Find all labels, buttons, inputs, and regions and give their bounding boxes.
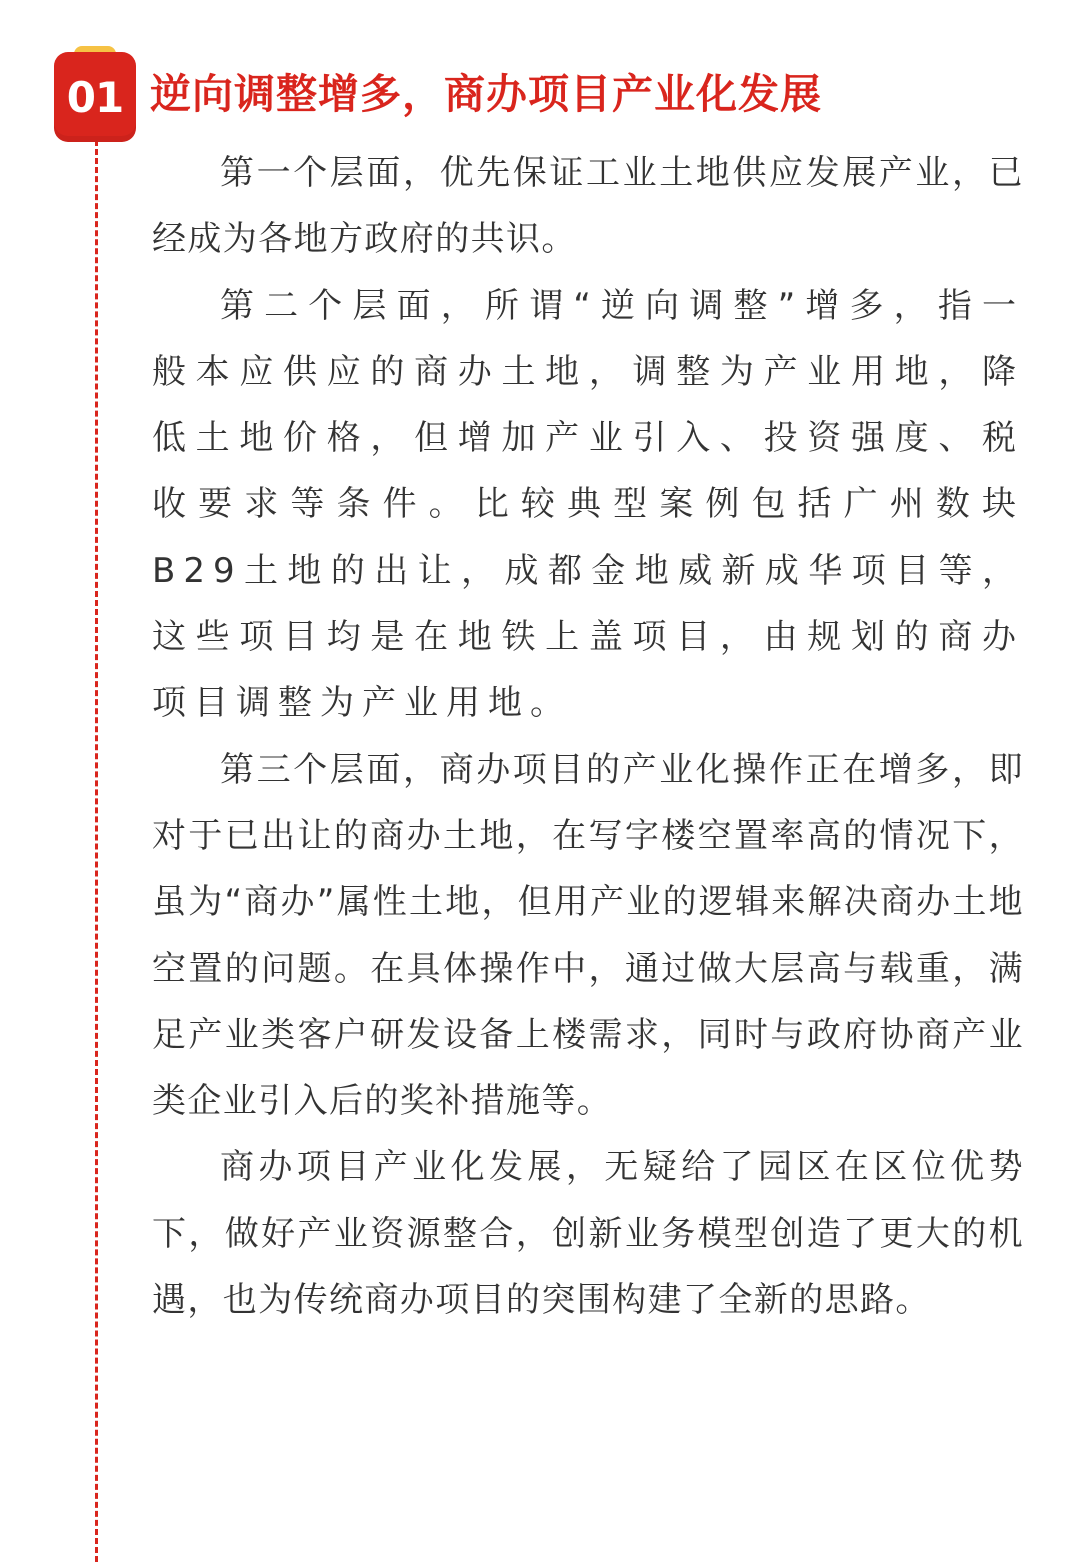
badge-body bbox=[54, 52, 136, 142]
paragraph-1: 第一个层面，优先保证工业土地供应发展产业，已经成为各地方政府的共识。 bbox=[152, 153, 1024, 260]
paragraph-4: 商办项目产业化发展，无疑给了园区在区位优势下，做好产业资源整合，创新业务模型创造了更大的机遇，也为传统商办项目的突围构建了全新的思路。 bbox=[152, 1147, 1024, 1321]
paragraph-3: 第三个层面，商办项目的产业化操作正在增多，即对于已出让的商办土地，在写字楼空置率高的情况下，虽为“商办”属性土地，但用产业的逻辑来解决商办土地空置的问题。在具体操作中，通过做大层高与载重，满足产业类客户研发设备上楼需求，同时与政府协商产业类企业引入后的奖补措施等。 bbox=[152, 749, 1024, 1122]
section-title: 逆向调整增多，商办项目产业化发展 bbox=[150, 70, 822, 118]
article-body bbox=[152, 140, 1024, 1333]
section-number-badge bbox=[54, 46, 136, 142]
paragraph-2: 第二个层面，所谓“逆向调整”增多，指一般本应供应的商办土地，调整为产业用地，降低土地价格，但增加产业引入、投资强度、税收要求等条件。比较典型案例包括广州数块B29土地的出让，成都金地威新成华项目等，这些项目均是在地铁上盖项目，由规划的商办项目调整为产业用地。 bbox=[152, 285, 1024, 724]
section-number: 01 bbox=[66, 72, 124, 122]
dotted-guide-line bbox=[95, 140, 98, 1562]
